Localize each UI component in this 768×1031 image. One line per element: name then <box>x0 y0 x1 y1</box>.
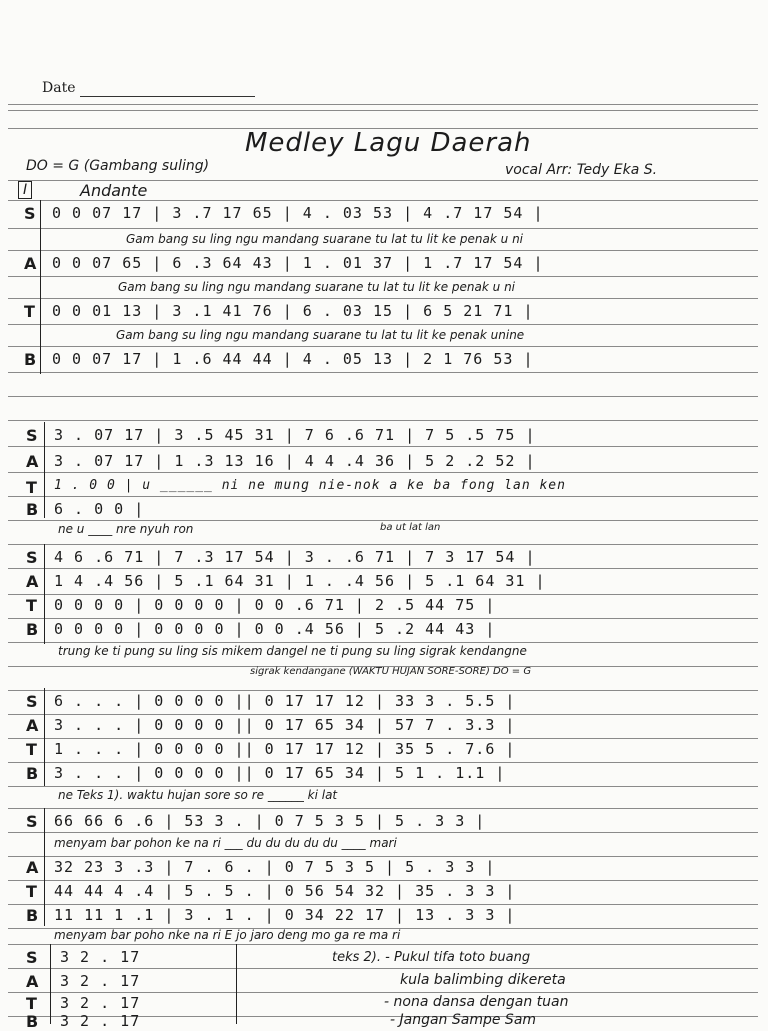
lyric-row: Gam bang su ling ngu mandang suarane tu lat tu lit ke penak unine <box>116 328 525 342</box>
arranger-credit: vocal Arr: Tedy Eka S. <box>505 162 658 178</box>
notation-row: 6 . . . | 0 0 0 0 || 0 17 17 12 | 33 3 . 5.5 | <box>54 692 516 710</box>
teks-line: - nona dansa dengan tuan <box>384 994 569 1010</box>
notation-row: 3 . . . | 0 0 0 0 || 0 17 65 34 | 5 1 . 1.1 | <box>54 764 506 782</box>
notation-row: 0 0 0 0 | 0 0 0 0 | 0 0 .6 71 | 2 .5 44 75 | <box>54 596 496 614</box>
voice-label: T <box>26 596 37 615</box>
lyric-row: menyam bar poho nke na ri E jo jaro deng mo ga re ma ri <box>54 928 401 942</box>
date-label: Date <box>42 80 76 96</box>
date-underline <box>80 96 255 97</box>
lyric-row: ba ut lat lan <box>380 522 441 533</box>
lyric-row: Gam bang su ling ngu mandang suarane tu lat tu lit ke penak u ni <box>118 280 516 294</box>
notation-row: 4 6 .6 71 | 7 .3 17 54 | 3 . .6 71 | 7 3 17 54 | <box>54 548 536 566</box>
notation-row: 3 . 07 17 | 3 .5 45 31 | 7 6 .6 71 | 7 5 .5 75 | <box>54 426 536 444</box>
notation-row: 0 0 07 17 | 3 .7 17 65 | 4 . 03 53 | 4 .7 17 54 | <box>52 204 544 222</box>
voice-label: T <box>26 882 37 901</box>
notation-row: 1 . 0 0 | u ______ ni ne mung nie-nok a ke ba fong lan ken <box>54 478 566 493</box>
voice-label: S <box>26 426 38 445</box>
notation-row: 3 . 07 17 | 1 .3 13 16 | 4 4 .4 36 | 5 2 .2 52 | <box>54 452 536 470</box>
section-annotation: sigrak kendangane (WAKTU HUJAN SORE-SORE) DO = G <box>250 666 532 677</box>
voice-label: S <box>26 812 38 831</box>
lyric-row: ne Teks 1). waktu hujan sore so re ______ ki lat <box>58 788 338 802</box>
voice-label: A <box>26 452 39 471</box>
notation-row: 0 0 07 65 | 6 .3 64 43 | 1 . 01 37 | 1 .7 17 54 | <box>52 254 544 272</box>
voice-label: B <box>26 764 39 783</box>
notation-row: 3 2 . 17 <box>60 994 141 1012</box>
voice-label: B <box>26 1012 39 1031</box>
voice-label: S <box>24 204 36 223</box>
notation-row: 3 2 . 17 <box>60 948 141 966</box>
section-marker: I <box>18 181 32 199</box>
notation-row: 0 0 07 17 | 1 .6 44 44 | 4 . 05 13 | 2 1 76 53 | <box>52 350 534 368</box>
voice-label: B <box>26 500 39 519</box>
notation-row: 0 0 0 0 | 0 0 0 0 | 0 0 .4 56 | 5 .2 44 43 | <box>54 620 496 638</box>
teks-line: teks 2). - Pukul tifa toto buang <box>332 950 531 965</box>
notation-row: 11 11 1 .1 | 3 . 1 . | 0 34 22 17 | 13 . 3 3 | <box>54 906 516 924</box>
notation-row: 3 . . . | 0 0 0 0 || 0 17 65 34 | 57 7 . 3.3 | <box>54 716 516 734</box>
voice-label: A <box>24 254 37 273</box>
key-signature: DO = G (Gambang suling) <box>26 158 210 174</box>
voice-label: A <box>26 716 39 735</box>
notation-row: 66 66 6 .6 | 53 3 . | 0 7 5 3 5 | 5 . 3 3 | <box>54 812 486 830</box>
notation-row: 32 23 3 .3 | 7 . 6 . | 0 7 5 3 5 | 5 . 3 3 | <box>54 858 496 876</box>
voice-label: S <box>26 548 38 567</box>
notation-row: 1 4 .4 56 | 5 .1 64 31 | 1 . .4 56 | 5 .1 64 31 | <box>54 572 546 590</box>
lyric-row: menyam bar pohon ke na ri ___ du du du du du ____ mari <box>54 836 397 850</box>
notation-row: 6 . 0 0 | <box>54 500 145 518</box>
voice-label: B <box>26 620 39 639</box>
notation-row: 0 0 01 13 | 3 .1 41 76 | 6 . 03 15 | 6 5 21 71 | <box>52 302 534 320</box>
teks-line: - Jangan Sampe Sam <box>390 1012 537 1028</box>
voice-label: T <box>24 302 35 321</box>
voice-label: S <box>26 692 38 711</box>
page-title: Medley Lagu Daerah <box>245 128 532 158</box>
voice-label: B <box>24 350 37 369</box>
notation-row: 1 . . . | 0 0 0 0 || 0 17 17 12 | 35 5 . 7.6 | <box>54 740 516 758</box>
voice-label: B <box>26 906 39 925</box>
lyric-row: ne u ____ nre nyuh ron <box>58 522 194 536</box>
notation-row: 44 44 4 .4 | 5 . 5 . | 0 56 54 32 | 35 . 3 3 | <box>54 882 516 900</box>
voice-label: T <box>26 740 37 759</box>
tempo-marking: Andante <box>80 181 148 200</box>
lyric-row: Gam bang su ling ngu mandang suarane tu lat tu lit ke penak u ni <box>126 232 524 246</box>
teks-line: kula balimbing dikereta <box>400 972 566 988</box>
voice-label: S <box>26 948 38 967</box>
voice-label: A <box>26 572 39 591</box>
voice-label: A <box>26 858 39 877</box>
voice-label: A <box>26 972 39 991</box>
notation-row: 3 2 . 17 <box>60 972 141 990</box>
notation-row: 3 2 . 17 <box>60 1012 141 1030</box>
voice-label: T <box>26 994 37 1013</box>
lyric-row: trung ke ti pung su ling sis mikem dangel ne ti pung su ling sigrak kendangne <box>58 644 527 658</box>
voice-label: T <box>26 478 37 497</box>
